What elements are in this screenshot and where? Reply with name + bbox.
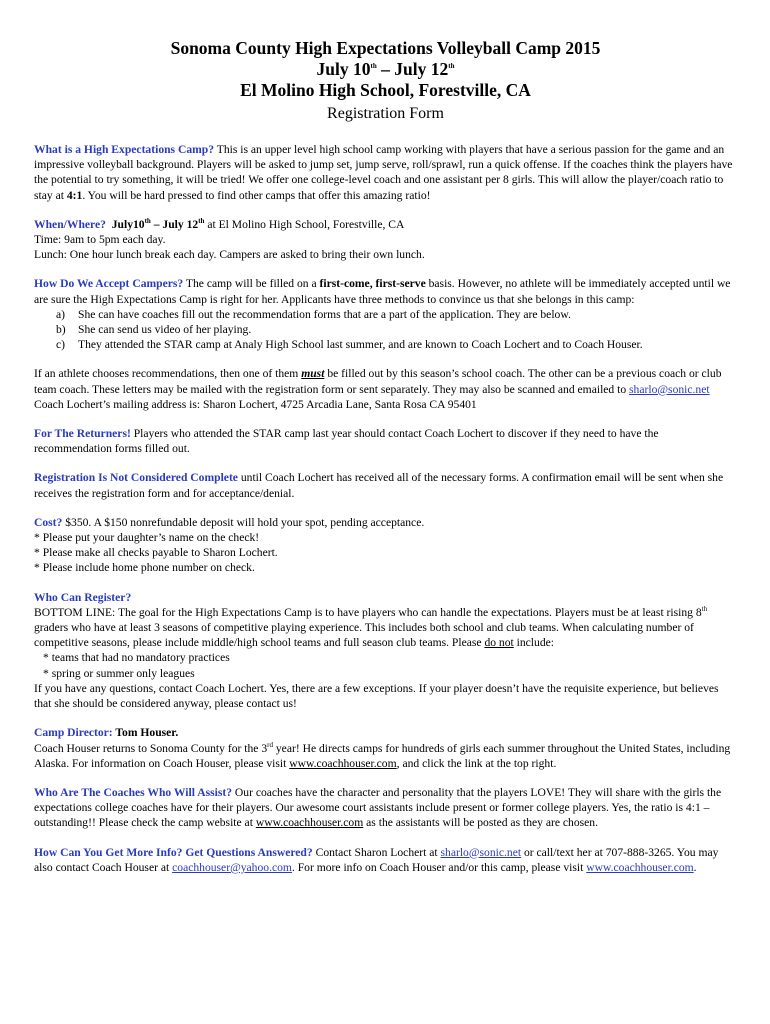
section-coaches-text-end: as the assistants will be posted as they are chosen. [363,816,598,830]
section-who [34,590,737,712]
section-coaches [34,785,737,831]
recommend-text-mid: be filled out by this season’s school coach. The other can be a previous coach or club team coach. These letters may be mailed with the registration form or sent separately. They may also be scanned and emailed to [34,367,722,396]
info-text-end: . [693,860,697,874]
cost-text: $350. A $150 nonrefundable deposit will hold your spot, pending acceptance. [62,515,425,529]
section-accept [34,276,737,352]
mailing-address: Coach Lochert’s mailing address is: Sharon Lochert, 4725 Arcadia Lane, Santa Rosa CA 95401 [34,397,477,411]
when-lunch: Lunch: One hour lunch break each day. Campers are asked to bring their own lunch. [34,248,425,262]
when-time: Time: 9am to 5pm each day. [34,233,166,247]
director-text: Coach Houser returns to Sonoma County for the 3 [34,741,268,755]
grade-suffix: th [701,605,708,614]
email-link-sharlo[interactable]: sharlo@sonic.net [440,845,522,859]
director-text-mid: year! He directs camps for hundreds of girls each summer throughout the United States, including Alaska. For information on Coach Houser, please visit [34,741,731,770]
section-accept-heading: How Do We Accept Campers? [34,277,184,291]
section-accept-text-end: basis. However, no athlete will be immediately accepted until we are sure the High Expectations Camp is right for her. Applicants have three methods to convince us that she belongs in this camp: [34,277,731,306]
section-info [34,845,737,875]
list-marker: b) [56,323,66,337]
section-what-text-end: . You will be hard pressed to find other camps that offer this amazing ratio! [82,188,431,202]
list-item-text: They attended the STAR camp at Analy High School last summer, and are known to Coach Lochert and to Coach Houser. [78,338,643,352]
exclusion-item: * teams that had no mandatory practices [43,651,230,665]
list-marker: c) [56,338,66,352]
section-cost [34,515,737,576]
when-date-end: – July 12 [150,217,199,231]
section-accept-text: The camp will be filled on a [183,277,320,291]
method-list [34,307,737,353]
director-name: Tom Houser. [112,726,179,740]
section-registration-heading: Registration Is Not Considered Complete [34,471,238,485]
section-returners-heading: For The Returners! [34,427,131,441]
who-text: BOTTOM LINE: The goal for the High Expectations Camp is to have players who can handle the expectations. Players must be at least rising 8 [34,605,702,619]
do-not-emphasis: do not [484,636,514,650]
section-returners [34,426,737,456]
list-item [56,307,737,322]
section-recommend [34,366,737,412]
website-link[interactable]: www.coachhouser.com [586,860,694,874]
section-coaches-heading: Who Are The Coaches Who Will Assist? [34,785,232,799]
section-when-heading: When/Where? [34,217,106,231]
cost-note: * Please make all checks payable to Sharon Lochert. [34,546,278,560]
section-director [34,725,737,771]
first-come-first-serve: first-come, first-serve [319,277,426,291]
when-date-end-suffix: th [198,216,205,225]
section-info-heading: How Can You Get More Info? Get Questions Answered? [34,845,313,859]
date-start-suffix: th [370,62,377,71]
director-text-end: , and click the link at the top right. [396,756,557,770]
list-marker: a) [56,307,66,321]
section-registration-text: until Coach Lochert has received all of the necessary forms. A confirmation email will be sent when she receives the registration form and for acceptance/denial. [34,471,724,500]
date-end-suffix: th [448,62,455,71]
list-item-text: She can have coaches fill out the recommendation forms that are a part of the application. They are below. [78,307,571,321]
cost-note: * Please put your daughter’s name on the check! [34,531,260,545]
website-link[interactable]: www.coachhouser.com [255,816,364,830]
list-item [56,322,737,337]
section-when [34,217,737,263]
section-cost-heading: Cost? [34,515,63,529]
when-place: at El Molino High School, Forestville, CA [204,217,405,231]
who-questions: If you have any questions, contact Coach Lochert. Yes, there are a few exceptions. If your player doesn’t have the requisite experience, but believes that she should be considered anyway, please contact us! [34,681,719,711]
when-date-start-suffix: th [144,216,151,225]
when-date-start: July10 [111,217,145,231]
document-body [34,142,737,875]
date-end: – July 12 [376,59,449,79]
year-suffix: rd [267,740,273,749]
section-registration [34,470,737,500]
who-text-mid: graders who have at least 3 seasons of competitive playing experience. This includes both school and club teams. When calculating number of competitive seasons, please include middle/high school teams and full season club teams. Please [34,621,694,650]
section-what [34,142,737,203]
section-returners-text: Players who attended the STAR camp last year should contact Coach Lochert to discover if they need to have the recommendation forms filled out. [34,427,659,456]
recommend-text: If an athlete chooses recommendations, then one of them [34,367,302,381]
camp-title: Sonoma County High Expectations Volleyball Camp 2015 [170,38,601,58]
form-subtitle: Registration Form [327,105,444,122]
exclusion-item: * spring or summer only leagues [43,666,195,680]
camp-location: El Molino High School, Forestville, CA [240,80,531,100]
section-what-heading: What is a High Expectations Camp? [34,143,215,156]
camp-dates [34,59,737,80]
ratio-value: 4:1 [66,188,83,202]
section-what-text: This is an upper level high school camp working with players that have a serious passion for the game and an impressive volleyball background. Players will be asked to jump set, jump serve, roll/sprawl, run a quick offense. If the coaches think the players have the potential to try something, it will be tried! We offer one college-level coach and one assistant per 8 girls. This will allow the player/coach ratio to stay at [34,143,733,202]
section-coaches-text: Our coaches have the character and personality that the players LOVE! They will share with the girls the expectations college coaches have for their players. Our awesome court assistants include present or former college players. Yes, the ratio is 4:1 – outstanding!! Please check the camp website at [34,785,722,830]
list-item-text: She can send us video of her playing. [78,323,252,337]
must-emphasis: must [301,367,325,381]
date-start: July 10 [316,59,371,79]
section-director-heading: Camp Director: [34,726,113,740]
info-text-mid2: . For more info on Coach Houser and/or this camp, please visit [291,860,587,874]
who-text-end: include: [513,636,554,650]
info-text-mid: or call/text her at 707-888-3265. You may also contact Coach Houser at [34,845,719,874]
cost-note: * Please include home phone number on check. [34,561,255,575]
list-item [56,337,737,352]
section-who-heading: Who Can Register? [34,590,132,604]
email-link-sharlo[interactable]: sharlo@sonic.net [629,382,710,396]
email-link-coachhouser[interactable]: coachhouser@yahoo.com [172,860,292,874]
website-link[interactable]: www.coachhouser.com [289,756,397,770]
info-text: Contact Sharon Lochert at [312,845,441,859]
